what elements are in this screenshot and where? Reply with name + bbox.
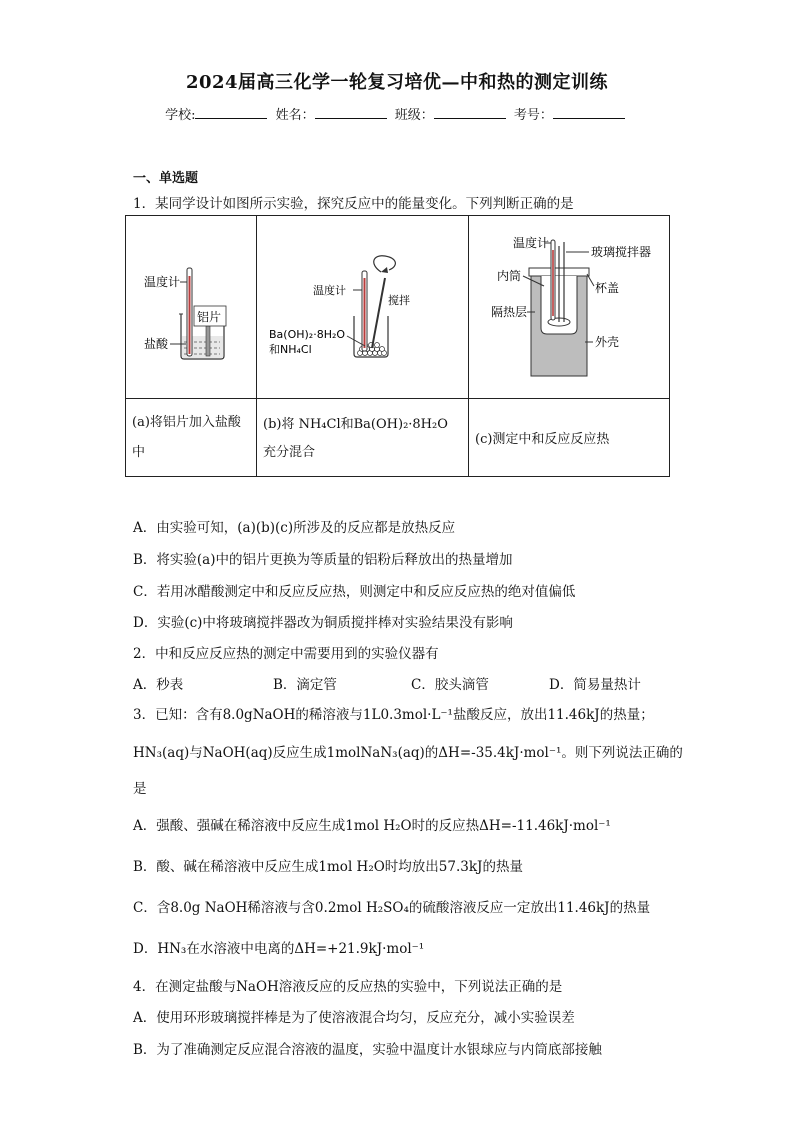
fig-b-apparatus: [257, 216, 468, 394]
q3-stem-line3: 是: [133, 781, 147, 797]
q1-option-b[interactable]: B．将实验(a)中的铝片更换为等质量的铝粉后释放出的热量增加: [133, 552, 513, 568]
fig-c-label-stirrer: 玻璃搅拌器: [591, 245, 652, 259]
fig-c-caption: (c)测定中和反应反应热: [469, 399, 670, 477]
fig-c-label-lid: 杯盖: [595, 281, 620, 295]
fig-a-label-acid: 盐酸: [144, 337, 169, 351]
fig-a-cell: [126, 216, 257, 399]
number-blank[interactable]: [553, 106, 625, 119]
q4-option-a[interactable]: A．使用环形玻璃搅拌棒是为了使溶液混合均匀，反应充分，减小实验误差: [133, 1010, 575, 1026]
fig-c-label-shell: 外壳: [595, 335, 620, 349]
q3-option-c[interactable]: C．含8.0g NaOH稀溶液与含0.2mol H₂SO₄的硫酸溶液反应一定放出11.46kJ的热量: [133, 900, 651, 916]
q3-option-b[interactable]: B．酸、碱在稀溶液中反应生成1mol H₂O时均放出57.3kJ的热量: [133, 859, 523, 875]
name-blank[interactable]: [315, 106, 387, 119]
q3-stem-line1: 3．已知：含有8.0gNaOH的稀溶液与1L0.3mol·L⁻¹盐酸反应，放出11.46kJ的热量；: [133, 707, 654, 723]
q2-option-a[interactable]: A．秒表: [133, 677, 184, 693]
q4-option-b[interactable]: B．为了准确测定反应混合溶液的温度，实验中温度计水银球应与内筒底部接触: [133, 1042, 602, 1058]
q1-option-d[interactable]: D．实验(c)中将玻璃搅拌器改为铜质搅拌棒对实验结果没有影响: [133, 615, 513, 631]
fig-c-label-thermometer: 温度计: [513, 236, 550, 250]
q2-stem: 2．中和反应反应热的测定中需要用到的实验仪器有: [133, 646, 439, 662]
fig-b-cell: [257, 216, 469, 399]
q1-stem: 1．某同学设计如图所示实验，探究反应中的能量变化。下列判断正确的是: [133, 196, 574, 212]
q1-option-a[interactable]: A．由实验可知，(a)(b)(c)所涉及的反应都是放热反应: [133, 520, 456, 536]
class-blank[interactable]: [434, 106, 506, 119]
fig-c-label-insulation: 隔热层: [491, 305, 528, 319]
fig-b-caption: (b)将 NH₄Cl和Ba(OH)₂·8H₂O 充分混合: [257, 399, 469, 477]
q2-option-c[interactable]: C．胶头滴管: [411, 677, 489, 693]
q3-option-d[interactable]: D．HN₃在水溶液中电离的ΔH=+21.9kJ·mol⁻¹: [133, 941, 425, 957]
name-label: 姓名：: [275, 108, 315, 123]
fig-c-label-inner-cup: 内筒: [497, 269, 522, 283]
fig-c-cell: [469, 216, 670, 399]
fig-a-label-thermometer: 温度计: [144, 275, 181, 289]
fig-b-label-thermometer: 温度计: [313, 284, 346, 297]
fig-b-label-stir: 搅拌: [388, 294, 410, 307]
q3-option-a[interactable]: A．强酸、强碱在稀溶液中反应生成1mol H₂O时的反应热ΔH=-11.46kJ·mol⁻¹: [133, 818, 611, 834]
school-label: 学校:: [165, 108, 196, 123]
q2-options: [133, 673, 641, 693]
fig-a-label-strip: 铝片: [197, 310, 222, 324]
fig-b-label-nh4cl: 和NH₄Cl: [269, 343, 312, 356]
fig-a-caption: (a)将铝片加入盐酸中: [126, 399, 257, 477]
q2-option-d[interactable]: D．简易量热计: [549, 677, 641, 693]
fig-c-calorimeter: [469, 216, 669, 394]
q3-stem-line2: HN₃(aq)与NaOH(aq)反应生成1molNaN₃(aq)的ΔH=-35.4kJ·mol⁻¹。则下列说法正确的: [133, 745, 683, 761]
student-info-row: [0, 104, 794, 123]
section-heading: 一、单选题: [133, 171, 199, 186]
q1-figure-table: [125, 215, 670, 477]
q4-stem: 4．在测定盐酸与NaOH溶液反应的反应热的实验中，下列说法正确的是: [133, 979, 563, 995]
q1-option-c[interactable]: C．若用冰醋酸测定中和反应反应热，则测定中和反应反应热的绝对值偏低: [133, 584, 576, 600]
number-label: 考号：: [513, 108, 553, 123]
q2-option-b[interactable]: B．滴定管: [273, 677, 337, 693]
fig-a-apparatus: [126, 216, 256, 394]
fig-b-label-baoh2: Ba(OH)₂·8H₂O: [269, 328, 346, 341]
class-label: 班级：: [394, 108, 434, 123]
school-blank[interactable]: [195, 106, 267, 119]
page-title: 2024届高三化学一轮复习培优—中和热的测定训练: [185, 72, 609, 93]
